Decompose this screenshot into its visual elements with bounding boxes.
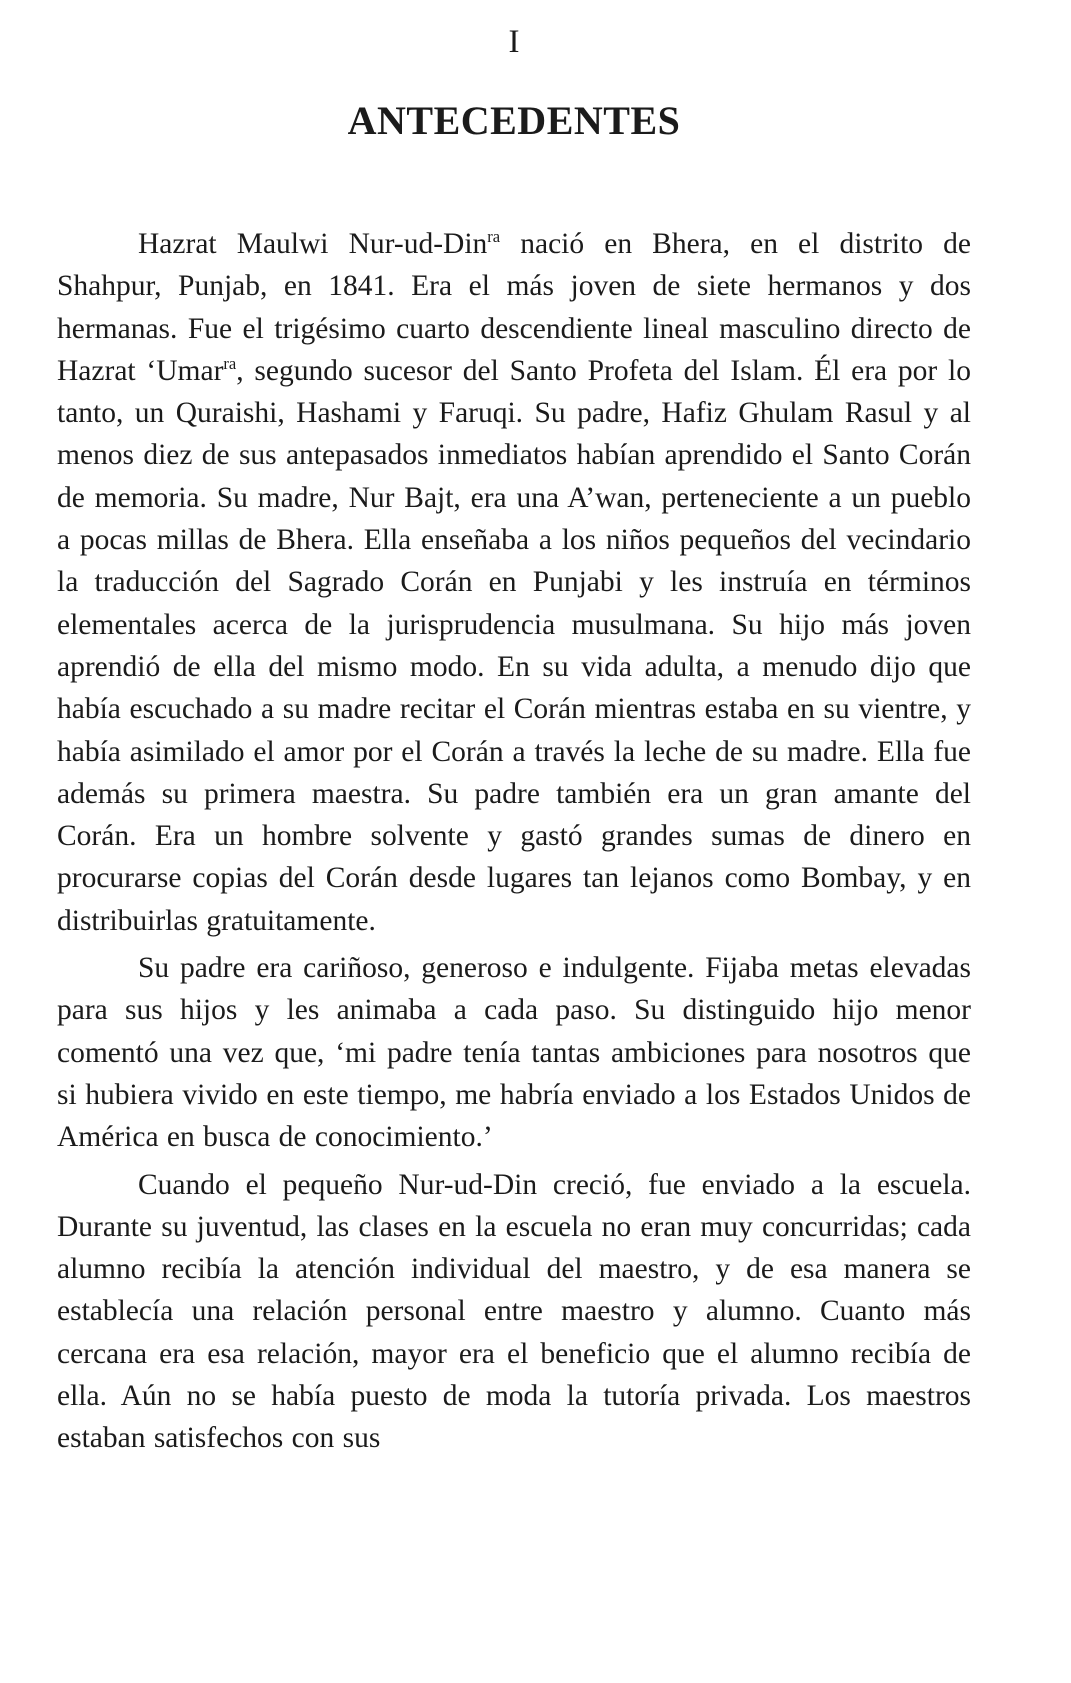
chapter-number: I xyxy=(508,24,520,60)
paragraph-text: Su padre era cariñoso, generoso e indulgente. Fijaba metas elevadas para sus hijos y les animaba a cada paso. Su distinguido hijo menor comentó una vez que, ‘mi padre tenía tantas ambiciones para nosotros que si hubiera vivido en este tiempo, me habría enviado a los Estados Unidos de América en busca de conocimiento.’ xyxy=(57,952,971,1154)
paragraph-text: Cuando el pequeño Nur-ud-Din creció, fue enviado a la escuela. Durante su juventud, las clases en la escuela no eran muy concurridas; cada alumno recibía la atención individual del maestro, y de esa manera se establecía una relación personal entre maestro y alumno. Cuanto más cercana era esa relación, mayor era el beneficio que el alumno recibía de ella. Aún no se había puesto de moda la tutoría privada. Los maestros estaban satisfechos con sus xyxy=(57,1168,971,1455)
superscript-annotation: ra xyxy=(223,354,237,374)
paragraph-text: nació en Bhera, en el distrito de Shahpur, Punjab, en 1841. Era el más joven de siete hermanos y dos hermanas. Fue el trigésimo cuarto descendiente lineal masculino directo de Hazrat ‘Umar xyxy=(57,228,971,387)
paragraph xyxy=(57,947,971,1158)
superscript-annotation: ra xyxy=(487,227,501,247)
paragraph xyxy=(57,223,971,942)
paragraph-text: Hazrat Maulwi Nur-ud-Din xyxy=(138,228,488,260)
chapter-title: ANTECEDENTES xyxy=(347,98,681,143)
paragraph-text: , segundo sucesor del Santo Profeta del Islam. Él era por lo tanto, un Quraishi, Hashami y Faruqi. Su padre, Hafiz Ghulam Rasul y al menos diez de sus antepasados inmediatos habían aprendido el Santo Corán de memoria. Su madre, Nur Bajt, era una A’wan, perteneciente a un pueblo a pocas millas de Bhera. Ella enseñaba a los niños pequeños del vecindario la traducción del Sagrado Corán en Punjabi y les instruía en términos elementales acerca de la jurisprudencia musulmana. Su hijo más joven aprendió de ella del mismo modo. En su vida adulta, a menudo dijo que había escuchado a su madre recitar el Corán mientras estaba en su vientre, y había asimilado el amor por el Corán a través la leche de su madre. Ella fue además su primera maestra. Su padre también era un gran amante del Corán. Era un hombre solvente y gastó grandes sumas de dinero en procurarse copias del Corán desde lugares tan lejanos como Bombay, y en distribuirlas gratuitamente. xyxy=(57,354,971,937)
paragraph xyxy=(57,1164,971,1460)
body-text xyxy=(57,223,971,1460)
